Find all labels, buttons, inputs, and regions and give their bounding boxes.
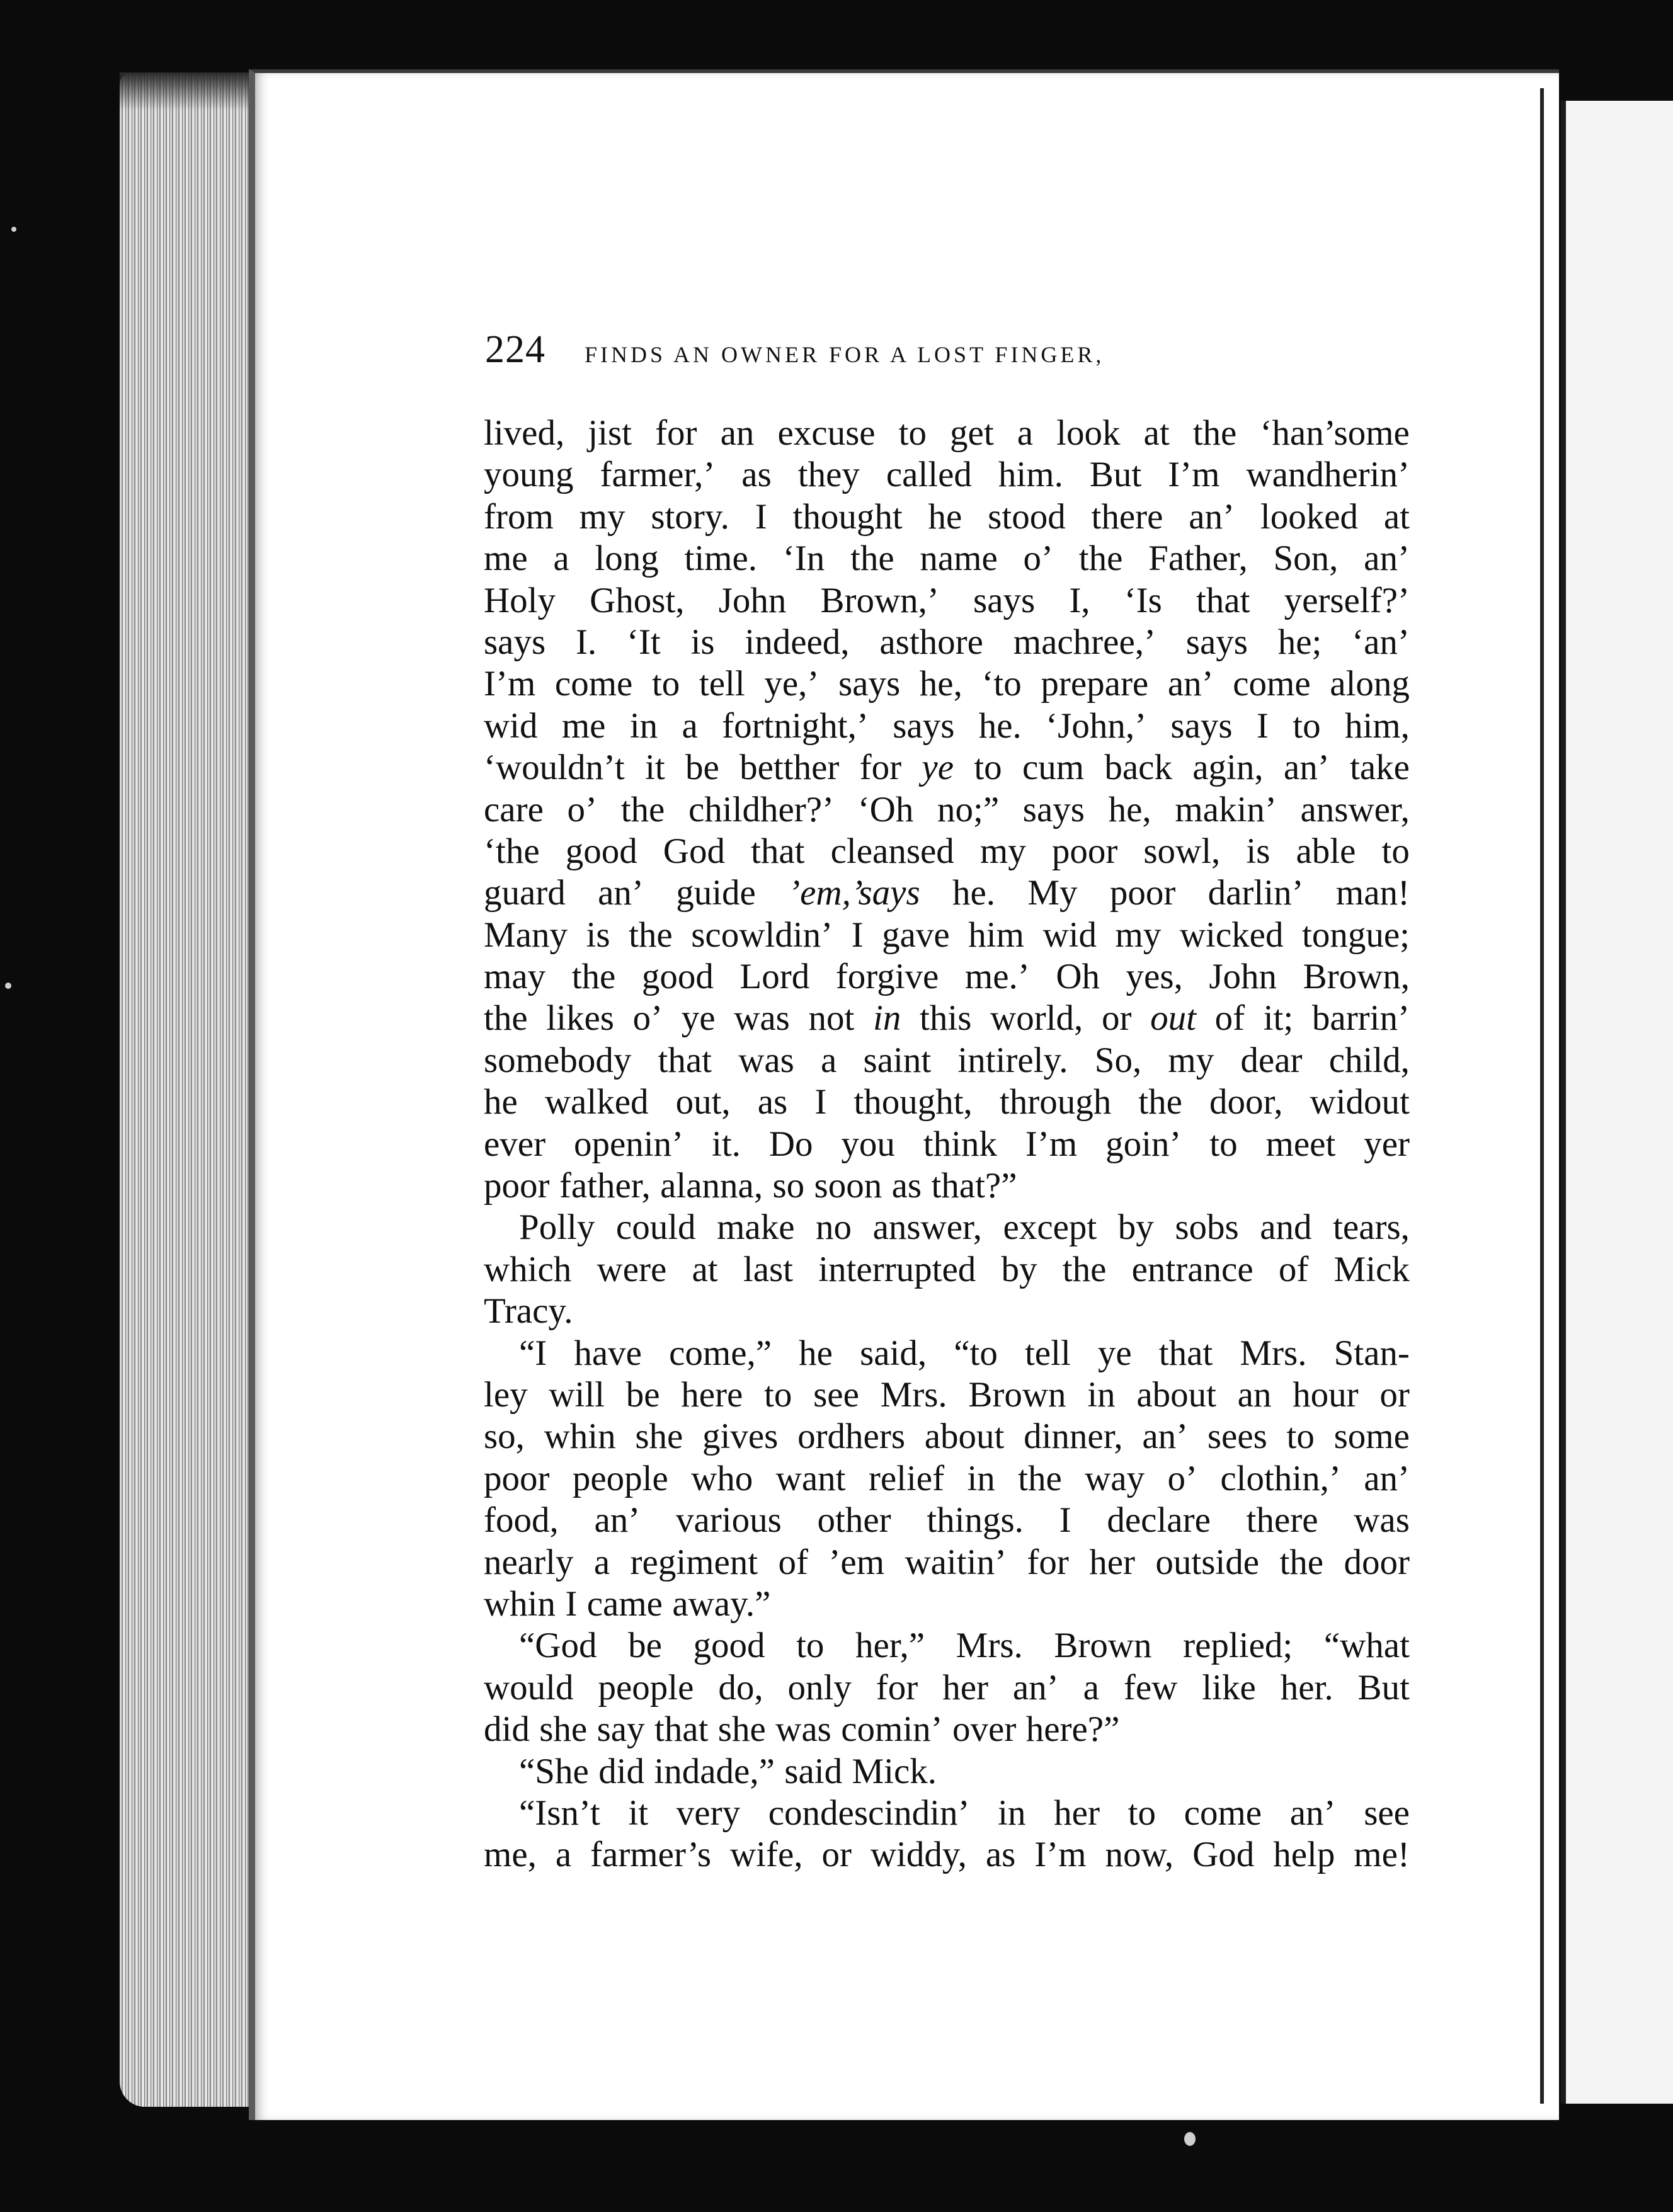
text-line: Many is the scowldin’ I gave him wid my wicked tongue; [484, 915, 1410, 955]
text-line: “I have come,” he said, “to tell ye that Mrs. Stan- [519, 1333, 1410, 1373]
text-line: Holy Ghost, John Brown,’ says I, ‘Is that yerself?’ [484, 580, 1410, 620]
scan-speck [1184, 2132, 1196, 2146]
text-line: Polly could make no answer, except by sobs and tears, [519, 1207, 1410, 1248]
text-line: says I. ‘It is indeed, asthore machree,’ says he; ‘an’ [484, 622, 1410, 662]
text-line: “God be good to her,” Mrs. Brown replied; “what [519, 1626, 1410, 1666]
text-line: care o’ the childher?’ ‘Oh no;” says he, makin’ answer, [484, 789, 1410, 830]
text-line: me, a farmer’s wife, or widdy, as I’m now, God help me! [484, 1835, 1410, 1875]
text-line: “Isn’t it very condescindin’ in her to come an’ see [519, 1793, 1410, 1833]
text-line: guard an’ guide ’em,’says he. My poor darlin’ man! [484, 873, 1410, 913]
text-line: lived, jist for an excuse to get a look at the ‘han’some [484, 413, 1410, 453]
text-line: food, an’ various other things. I declare there was [484, 1500, 1410, 1541]
text-line: wid me in a fortnight,’ says he. ‘John,’ says I to him, [484, 705, 1410, 746]
text-line: Tracy. [484, 1291, 573, 1331]
scan-speck [5, 983, 11, 989]
text-line: somebody that was a saint intirely. So, my dear child, [484, 1040, 1410, 1080]
text-line: from my story. I thought he stood there an’ looked at [484, 496, 1410, 537]
text-line: so, whin she gives ordhers about dinner, an’ sees to some [484, 1417, 1410, 1457]
text-line: he walked out, as I thought, through the door, widout [484, 1082, 1410, 1122]
text-line: whin I came away.” [484, 1583, 771, 1624]
next-page-edge [1561, 101, 1673, 2104]
text-line: young farmer,’ as they called him. But I’m wandherin’ [484, 455, 1410, 495]
body-text [484, 413, 1410, 1876]
text-line: the likes o’ ye was not in this world, or out of it; barrin’ [484, 998, 1410, 1039]
text-line: I’m come to tell ye,’ says he, ‘to prepare an’ come along [484, 664, 1410, 704]
page-header [485, 328, 1411, 378]
text-line: nearly a regiment of ’em waitin’ for her outside the door [484, 1542, 1410, 1582]
text-line: ‘the good God that cleansed my poor sowl, is able to [484, 831, 1410, 871]
text-line: would people do, only for her an’ a few like her. But [484, 1667, 1410, 1707]
page-number: 224 [485, 328, 545, 371]
text-line: me a long time. ‘In the name o’ the Father, Son, an’ [484, 539, 1410, 579]
text-line: poor people who want relief in the way o’ clothin,’ an’ [484, 1458, 1410, 1498]
scan-speck [11, 227, 16, 232]
text-line: did she say that she was comin’ over here?” [484, 1709, 1120, 1750]
book-page-edges [120, 72, 265, 2107]
text-line: ever openin’ it. Do you think I’m goin’ to meet yer [484, 1124, 1410, 1164]
text-line: poor father, alanna, so soon as that?” [484, 1166, 1017, 1206]
text-line: which were at last interrupted by the entrance of Mick [484, 1249, 1410, 1289]
text-line: “She did indade,” said Mick. [519, 1751, 937, 1791]
running-head: FINDS AN OWNER FOR A LOST FINGER, [585, 342, 1105, 367]
text-line: ‘wouldn’t it be betther for ye to cum back agin, an’ take [484, 748, 1410, 788]
text-line: ley will be here to see Mrs. Brown in about an hour or [484, 1374, 1410, 1415]
page-gutter [1540, 88, 1544, 2104]
text-line: may the good Lord forgive me.’ Oh yes, John Brown, [484, 957, 1410, 997]
